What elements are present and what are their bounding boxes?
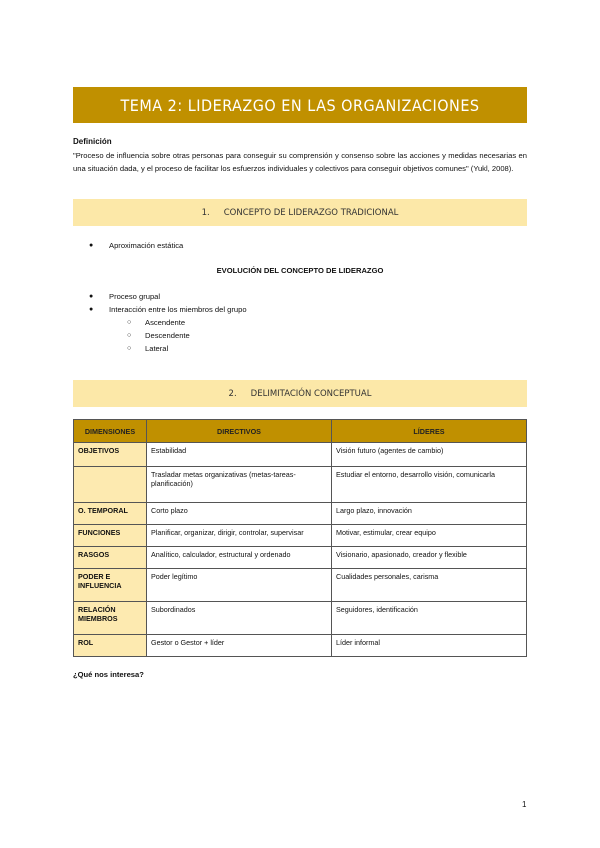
page-number: 1 — [522, 800, 527, 809]
document-title: TEMA 2: LIDERAZGO EN LAS ORGANIZACIONES — [120, 95, 480, 115]
header-directivos: DIRECTIVOS — [147, 420, 332, 443]
definition-label: Definición — [73, 137, 112, 146]
table-row — [74, 525, 527, 547]
lideres-cell: Visionario, apasionado, creador y flexible — [332, 547, 527, 569]
header-lideres: LÍDERES — [332, 420, 527, 443]
dimension-cell: OBJETIVOS — [74, 443, 147, 467]
directivos-cell: Planificar, organizar, dirigir, controlar, supervisar — [147, 525, 332, 547]
lideres-cell: Seguidores, identificación — [332, 602, 527, 635]
circle-bullet-icon: ○ — [127, 319, 132, 326]
section-2-number: 2. — [228, 388, 237, 399]
table-row — [74, 443, 527, 467]
question-text: ¿Qué nos interesa? — [73, 670, 144, 679]
table-row — [74, 547, 527, 569]
table-header-row — [74, 420, 527, 443]
definition-text: "Proceso de influencia sobre otras personas para conseguir su comprensión y consenso sobre las acciones y medidas necesarias en una situación dada, y el proceso de facilitar los esfuerzos individuales y colectivos para conseguir objetivos comunes" (Yukl, 2008). — [73, 151, 527, 173]
dimension-cell: PODER E INFLUENCIA — [74, 569, 147, 602]
bullet-icon: ● — [89, 242, 94, 249]
dimension-cell: FUNCIONES — [74, 525, 147, 547]
dimension-cell: ROL — [74, 635, 147, 657]
directivos-cell: Estabilidad — [147, 443, 332, 467]
lideres-cell: Visión futuro (agentes de cambio) — [332, 443, 527, 467]
bullet-icon: ● — [89, 293, 94, 300]
section-1-banner — [73, 199, 527, 226]
table-row — [74, 503, 527, 525]
section-2-banner — [73, 380, 527, 407]
dimension-cell: O. TEMPORAL — [74, 503, 147, 525]
directivos-cell: Poder legítimo — [147, 569, 332, 602]
directivos-cell: Gestor o Gestor + líder — [147, 635, 332, 657]
directivos-cell: Corto plazo — [147, 503, 332, 525]
lideres-cell: Estudiar el entorno, desarrollo visión, comunicarla — [332, 467, 527, 503]
section-2-title: DELIMITACIÓN CONCEPTUAL — [250, 388, 372, 399]
dimensions-table — [73, 419, 527, 657]
section-1-number: 1. — [201, 207, 210, 218]
title-banner — [73, 87, 527, 123]
table-row — [74, 635, 527, 657]
lideres-cell: Cualidades personales, carisma — [332, 569, 527, 602]
table-row — [74, 467, 527, 503]
circle-bullet-icon: ○ — [127, 345, 132, 352]
circle-bullet-icon: ○ — [127, 332, 132, 339]
lideres-cell: Líder informal — [332, 635, 527, 657]
directivos-cell: Subordinados — [147, 602, 332, 635]
bullet-icon: ● — [89, 306, 94, 313]
section-1-title: CONCEPTO DE LIDERAZGO TRADICIONAL — [223, 207, 399, 218]
directivos-cell: Analítico, calculador, estructural y ordenado — [147, 547, 332, 569]
dimension-cell — [74, 467, 147, 503]
table-row — [74, 569, 527, 602]
dimension-cell: RELACIÓN MIEMBROS — [74, 602, 147, 635]
lideres-cell: Motivar, estimular, crear equipo — [332, 525, 527, 547]
evolution-heading: EVOLUCIÓN DEL CONCEPTO DE LIDERAZGO — [216, 266, 384, 275]
dimension-cell: RASGOS — [74, 547, 147, 569]
table-row — [74, 602, 527, 635]
lideres-cell: Largo plazo, innovación — [332, 503, 527, 525]
header-dimensiones: DIMENSIONES — [74, 420, 147, 443]
directivos-cell: Trasladar metas organizativas (metas-tareas-planificación) — [147, 467, 332, 503]
